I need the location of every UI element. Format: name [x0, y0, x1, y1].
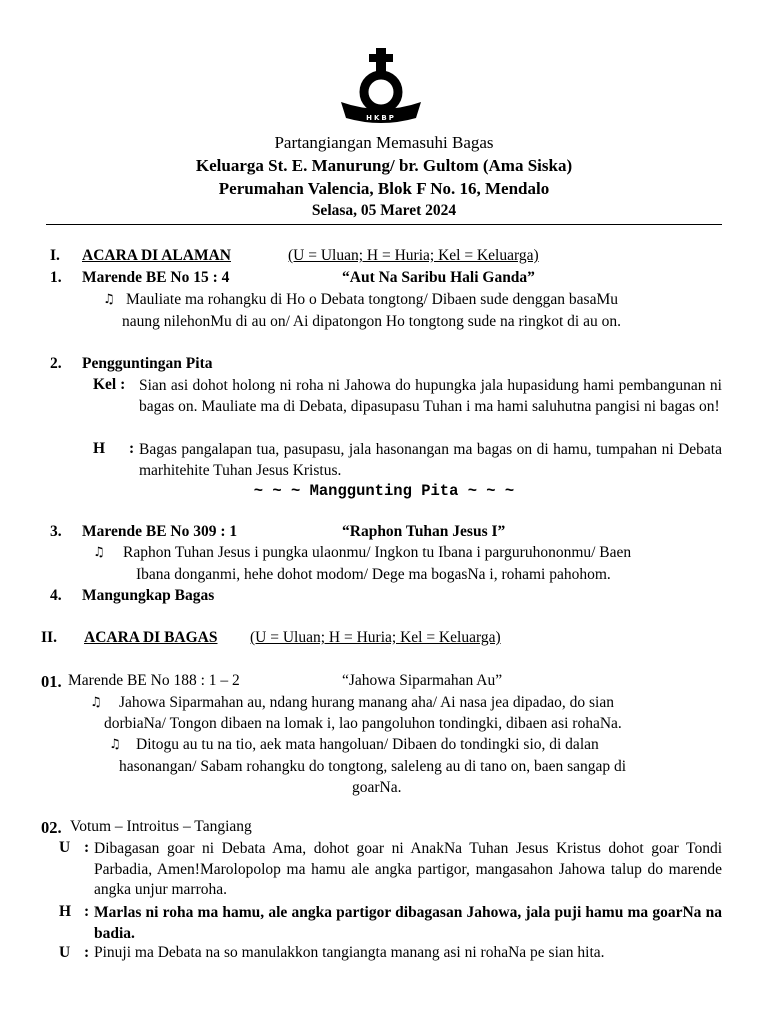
item01-lyric-line: Ditogu au tu na tio, aek mata hangoluan/ Dibaen do tondingki sio, di dalan — [136, 736, 599, 753]
section1-legend: (U = Uluan; H = Huria; Kel = Keluarga) — [288, 247, 539, 264]
item2-title: Pengguntingan Pita — [82, 355, 213, 372]
header-family: Keluarga St. E. Manurung/ br. Gultom (Ama Siska) — [195, 156, 573, 175]
item1-lyric-line: naung nilehonMu di au on/ Ai dipatongon Ho tongtong sude na ringkot di au on. — [122, 313, 621, 330]
u-label: U — [59, 839, 71, 856]
h-response: Bagas pangalapan tua, pasupasu, jala hasonangan ma bagas on di hamu, tumpahan ni Debata marhitehite Tuhan Jesus Kristus. — [139, 441, 722, 479]
header-divider — [46, 224, 722, 225]
item2-number: 2. — [50, 355, 62, 372]
u-label: U — [59, 944, 71, 961]
u-response: Dibagasan goar ni Debata Ama, dohot goar ni AnakNa Tuhan Jesus Kristus dohot goar Tondi Parbadia, Amen!Marolopolop ma hamu ale angka partigor, mangasahon Jahowa talup do marende angka unjur marroha. — [94, 840, 722, 898]
svg-text:HKBP: HKBP — [366, 114, 396, 122]
section2-title: ACARA DI BAGAS — [84, 629, 218, 646]
item3-song: “Raphon Tuhan Jesus I” — [342, 523, 506, 540]
item3-number: 3. — [50, 523, 62, 540]
header-address: Perumahan Valencia, Blok F No. 16, Mendalo — [218, 179, 550, 198]
item01-song: “Jahowa Siparmahan Au” — [342, 672, 503, 689]
item1-title: Marende BE No 15 : 4 — [82, 269, 230, 286]
u-colon: : — [84, 944, 90, 961]
item02-number: 02. — [41, 818, 62, 837]
item01-title: Marende BE No 188 : 1 – 2 — [68, 672, 240, 689]
h-response: Marlas ni roha ma hamu, ale angka partigor dibagasan Jahowa, jala puji hamu ma goarNa na badia. — [94, 904, 722, 942]
music-note-icon: ♫ — [103, 292, 115, 307]
kel-label: Kel : — [93, 376, 126, 393]
item1-song: “Aut Na Saribu Hali Ganda” — [342, 269, 535, 286]
item01-number: 01. — [41, 672, 62, 691]
h-label: H — [93, 440, 106, 457]
action-cut-ribbon: ~ ~ ~ Manggunting Pita ~ ~ ~ — [253, 482, 515, 500]
hkbp-logo — [336, 44, 426, 124]
h-colon: : — [84, 903, 90, 920]
item3-lyric-line: Ibana donganmi, hehe dohot modom/ Dege ma bogasNa i, rohami pahohom. — [136, 566, 611, 583]
section2-legend: (U = Uluan; H = Huria; Kel = Keluarga) — [250, 629, 501, 646]
item02-title: Votum – Introitus – Tangiang — [70, 818, 252, 835]
music-note-icon: ♫ — [109, 737, 121, 752]
item1-number: 1. — [50, 269, 62, 286]
item1-lyric-line: Mauliate ma rohangku di Ho o Debata tongtong/ Dibaen sude denggan basaMu — [126, 291, 619, 308]
kel-response: Sian asi dohot holong ni roha ni Jahowa do hupungka jala hupasidung hami pembangunan ni bagas on. Mauliate ma di Debata, dipasupasu Tuhan i ma hami saluhutna pangisi ni bagas on! — [139, 377, 722, 415]
item01-lyric-line: hasonangan/ Sabam rohangku do tongtong, saleleng au di tano on, baen sangap di — [119, 758, 627, 775]
item4-title: Mangungkap Bagas — [82, 587, 215, 604]
u-colon: : — [84, 839, 90, 856]
music-note-icon: ♫ — [90, 695, 102, 710]
music-note-icon: ♫ — [93, 545, 105, 560]
item4-number: 4. — [50, 587, 62, 604]
section2-number: II. — [41, 629, 57, 646]
item01-lyric-line: goarNa. — [352, 779, 402, 796]
item3-title: Marende BE No 309 : 1 — [82, 523, 238, 540]
section1-title: ACARA DI ALAMAN — [82, 247, 231, 264]
header-line1: Partangiangan Memasuhi Bagas — [274, 133, 494, 152]
h-label: H — [59, 903, 72, 920]
item01-lyric-line: Jahowa Siparmahan au, ndang hurang manang aha/ Ai nasa jea dipadao, do sian — [119, 694, 614, 711]
item01-lyric-line: dorbiaNa/ Tongon dibaen na lomak i, lao pangoluhon tondingki, dibaen asi rohaNa. — [104, 715, 622, 732]
u-response: Pinuji ma Debata na so manulakkon tangiangta manang asi ni rohaNa pe sian hita. — [94, 944, 605, 961]
item3-lyric-line: Raphon Tuhan Jesus i pungka ulaonmu/ Ingkon tu Ibana i parguruhononmu/ Baen — [123, 544, 632, 561]
h-colon: : — [129, 440, 135, 457]
section1-number: I. — [50, 247, 60, 264]
header-date: Selasa, 05 Maret 2024 — [311, 202, 457, 219]
